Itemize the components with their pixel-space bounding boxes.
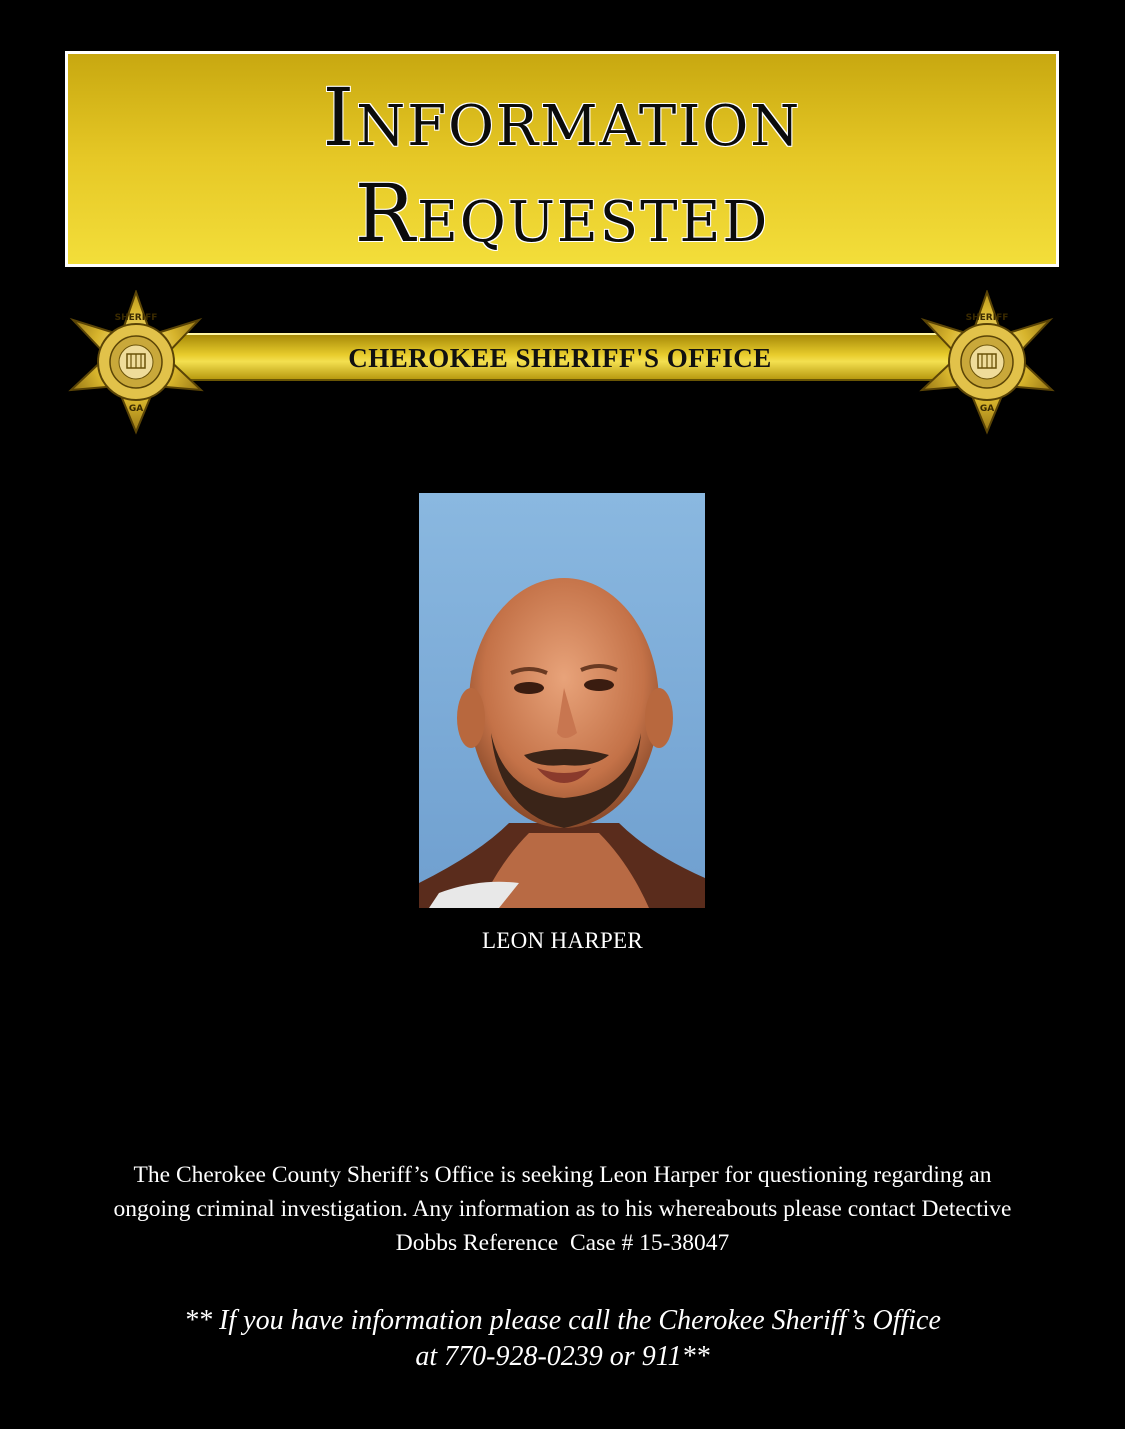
badge-top-text: SHERIFF — [965, 313, 1009, 323]
callout-line-1: ** If you have information please call the Cherokee Sheriff’s Office — [184, 1305, 941, 1336]
badge-top-text: SHERIFF — [114, 313, 158, 323]
title-box — [65, 51, 1059, 267]
subject-name: LEON HARPER — [481, 928, 644, 953]
notice-line-3: Dobbs Reference Case # 15-38047 — [395, 1230, 730, 1257]
badge-state-text: GA — [128, 404, 144, 414]
notice-line-1: The Cherokee County Sheriff’s Office is seeking Leon Harper for questioning regarding an — [133, 1162, 992, 1188]
title-line-2: Requested — [354, 167, 770, 260]
title-line-1: Information — [322, 71, 802, 164]
person-portrait-icon — [419, 493, 705, 908]
notice-text — [60, 1158, 1065, 1260]
notice-line-2: ongoing criminal investigation. Any information as to his whereabouts please contact Detective — [113, 1196, 1012, 1223]
sheriff-badge-icon — [912, 290, 1062, 440]
contact-callout — [60, 1303, 1065, 1374]
sheriff-badge-icon — [61, 290, 211, 440]
subject-photo — [419, 493, 705, 908]
office-banner — [150, 333, 970, 381]
badge-state-text: GA — [979, 404, 995, 414]
callout-line-2: at 770-928-0239 or 911** — [415, 1340, 710, 1372]
office-name: CHEROKEE SHERIFF'S OFFICE — [348, 343, 772, 373]
